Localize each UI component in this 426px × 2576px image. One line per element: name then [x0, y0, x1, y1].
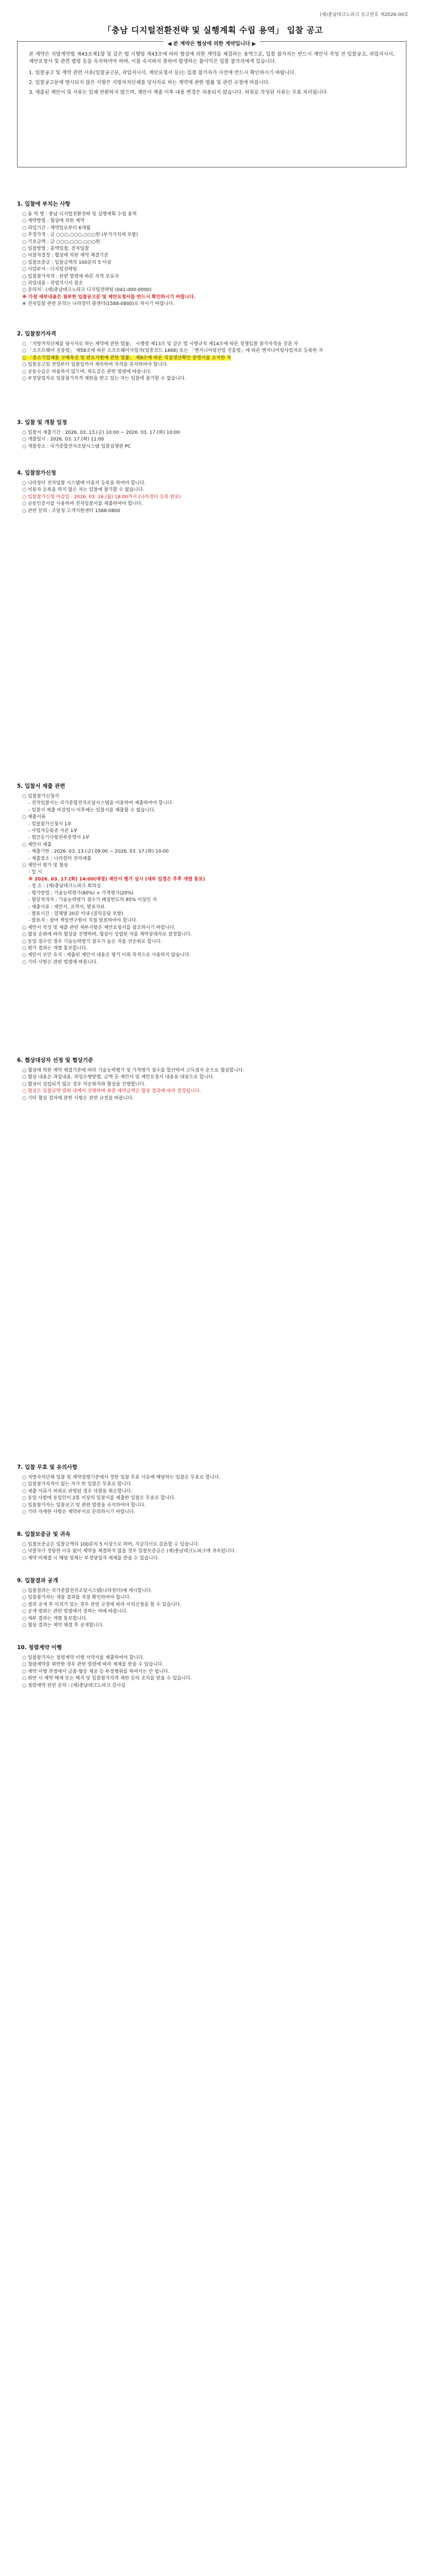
line: ○ 청렴계약 관련 문의 : (재)충남테크노파크 감사실: [22, 1683, 126, 1688]
line: - 법인등기사항전부증명서 1부: [28, 835, 90, 841]
red-line: ○ 협상은 입찰금액 범위 내에서 진행하며 최종 계약금액은 협상 결과에 따라 결정됩니다.: [22, 1089, 201, 1094]
line: ○ 낙찰자가 정당한 이유 없이 계약을 체결하지 않을 경우 입찰보증금은 (재)충남테크노파크에 귀속됩니다.: [22, 1549, 236, 1554]
section-heading: 10. 청렴계약 이행: [17, 1645, 62, 1651]
line: ○ 협상이 성립되지 않은 경우 차순위자와 협상을 진행합니다.: [22, 1081, 146, 1087]
line: ○ 「소프트웨어 진흥법」 제58조에 따른 소프트웨어사업자(업종코드 1468) 또는 「엔지니어링산업 진흥법」에 따른 엔지니어링사업자로 등록한 자: [22, 348, 323, 354]
section-heading: 7. 입찰 무효 및 유의사항: [17, 1464, 78, 1470]
section-4: [17, 469, 409, 515]
line: ○ 기초금액 : 금 ○○○,○○○,○○○원: [22, 239, 100, 245]
line: ○ 협상에 의한 계약 체결기준에 따라 기술능력평가 및 가격평가 점수를 합산하여 고득점자 순으로 협상합니다.: [22, 1068, 244, 1073]
section-9: [17, 1577, 409, 1629]
line: ○ 기타 협상 절차에 관한 사항은 관련 규정을 따릅니다.: [22, 1095, 134, 1101]
section-heading: 2. 입찰참가자격: [17, 331, 56, 337]
line: ○ 추정가격 : 금 ○○○,○○○,○○○원 (부가가치세 포함): [22, 232, 138, 238]
line: ○ 입찰참가자격이 없는 자가 한 입찰은 무효로 합니다.: [22, 1482, 133, 1487]
line: ○ 제안서 제출: [22, 842, 52, 848]
line: ○ 입찰참가자는 개찰 결과를 직접 확인하여야 합니다.: [22, 1595, 131, 1601]
section-heading: 3. 입찰 및 개찰 일정: [17, 419, 67, 426]
line: ○ 평가 결과는 개별 통보합니다.: [22, 945, 88, 951]
line: ○ 제안서 평가 및 협상: [22, 863, 68, 869]
notice-item: 2. 입찰공고문에 명시되지 않은 사항은 지방자치단체를 당사자로 하는 계약에 관한 법률 및 관련 규정에 따릅니다.: [29, 80, 270, 86]
line: ○ 협상 순위에 따라 협상을 진행하며, 협상이 성립된 자를 계약상대자로 결정합니다.: [22, 932, 192, 938]
line: ○ 제안서 보안 유지 : 제출된 제안서 내용은 평가 이외 목적으로 사용하지 않습니다.: [22, 953, 191, 958]
line: ○ 입찰방법 : 총액입찰, 전자입찰: [22, 246, 89, 252]
line: - 발표시간 : 업체별 20분 이내 (질의응답 포함): [28, 911, 123, 917]
line: ○ 공동수급은 허용하지 않으며, 하도급은 관련 법령에 따릅니다.: [22, 369, 152, 375]
line: ○ 계약 미체결 시 해당 업체는 부정당업자 제재를 받을 수 있습니다.: [22, 1555, 159, 1561]
red-line: ※ 2026. 03. 17.(화) 14:00(예정) 제안서 평가 실시 (세부 일정은 추후 개별 통보): [28, 876, 205, 882]
line: ○ 제출 서류가 허위로 판명된 경우 낙찰을 취소합니다.: [22, 1488, 133, 1494]
line: - 제출장소 : 나라장터 전자제출: [28, 856, 92, 861]
line: ○ 세부 결과는 개별 통보합니다.: [22, 1616, 88, 1621]
line: ○ 「지방자치단체를 당사자로 하는 계약에 관한 법률」 시행령 제13조 및 같은 법 시행규칙 제14조에 따른 경쟁입찰 참가자격을 갖춘 자: [22, 342, 298, 347]
line: ○ 관련 문의 : 조달청 고객지원센터 1588-0800: [22, 508, 121, 514]
line: ○ 입찰결과는 국가종합전자조달시스템(나라장터)에 게시합니다.: [22, 1588, 153, 1594]
page-title: 「충남 디지털전환전략 및 실행계획 수립 용역」 입찰 공고: [103, 25, 323, 35]
section-1: [17, 200, 409, 308]
section-8: [17, 1530, 409, 1562]
line: ○ 동일 점수인 경우 기술능력평가 점수가 높은 자를 선순위로 합니다.: [22, 939, 162, 944]
line: ○ 용 역 명 : 충남 디지털전환전략 및 실행계획 수립 용역: [22, 212, 137, 217]
line: - 입찰참가신청서 1부: [28, 821, 72, 827]
line: ○ 사업부서 : 디지털전략팀: [22, 267, 77, 273]
line: ○ 이용자 등록을 하지 않은 자는 입찰에 참가할 수 없습니다.: [22, 487, 144, 493]
section-heading: 6. 협상대상자 선정 및 협상기준: [17, 1057, 93, 1063]
document-number: (재)충남테크노파크 공고번호 제2026-00호: [319, 12, 408, 18]
line: - 일 시: [28, 870, 42, 875]
red-line: ○ 입찰참가신청 마감일 : 2026. 03. 16.(월) 18:00까지 (나라장터 등록 완료): [22, 494, 181, 500]
line: - 평가방법 : 기술능력평가(80%) + 가격평가(20%): [28, 890, 134, 896]
line: ○ 낙찰자결정 : 협상에 의한 계약 체결기준: [22, 253, 109, 259]
line: ○ 입찰보증금 : 입찰금액의 100분의 5 이상: [22, 260, 111, 265]
notice-item: 3. 제출된 제안서 및 서류는 일체 반환하지 않으며, 제안서 제출 이후 내용 변경은 허용되지 않습니다. 허위로 작성된 서류는 무효 처리됩니다.: [29, 90, 329, 95]
line: ○ 과업내용 : 과업지시서 참조: [22, 281, 83, 286]
section-2: [17, 330, 409, 382]
line: ○ 제안서 작성 및 제출 관련 세부사항은 제안요청서를 참조하시기 바랍니다.: [22, 925, 176, 930]
line: ○ 입찰공고일 전일부터 입찰일까지 계속하여 자격을 유지하여야 합니다.: [22, 362, 168, 368]
line: ○ 계약방법 : 협상에 의한 계약: [22, 218, 85, 224]
section-7: [17, 1463, 409, 1516]
section-heading: 8. 입찰보증금 및 귀속: [17, 1531, 71, 1537]
line: ○ 입찰보증금은 입찰금액의 100분의 5 이상으로 하며, 지급각서로 갈음할 수 있습니다.: [22, 1542, 200, 1547]
line: ○ 제출서류: [22, 815, 46, 820]
notice-heading: ◀ 본 계약은 협상에 의한 계약입니다 ▶: [163, 41, 260, 47]
notice-box: [17, 41, 406, 167]
line: ○ 개찰일시 : 2026. 03. 17.(화) 11:00: [22, 437, 104, 443]
section-heading: 5. 입찰서 제출 관련: [17, 783, 65, 789]
line: ○ 공개 범위는 관련 법령에서 정하는 바에 따릅니다.: [22, 1609, 128, 1615]
line: ○ 과업기간 : 계약일로부터 6개월: [22, 225, 91, 231]
line: - 협상적격자 : 기술능력평가 점수가 배점한도의 85% 이상인 자: [28, 897, 157, 903]
line: ○ 기타 자세한 사항은 계약부서로 문의하시기 바랍니다.: [22, 1510, 136, 1515]
section-heading: 9. 입찰결과 공개: [17, 1578, 58, 1584]
line: ○ 청렴계약을 위반한 경우 관련 법령에 따라 제재를 받을 수 있습니다.: [22, 1662, 164, 1668]
section-6: [17, 1056, 409, 1102]
line: - 장 소 : (재)충남테크노파크 회의실: [28, 884, 101, 889]
line: - 입찰서 제출 마감일시 이후에는 입찰서를 제출할 수 없습니다.: [28, 807, 156, 813]
section-heading: 1. 입찰에 부치는 사항: [17, 201, 71, 207]
line: ○ 나라장터 전자입찰 시스템에 이용자 등록을 하여야 합니다.: [22, 481, 146, 486]
notice-heading-wrap: [18, 38, 406, 47]
line: ○ 입찰참가신청서: [22, 794, 59, 799]
notice-paragraph: 본 계약은 지방계약법 제43조제1항 및 같은 법 시행령 제43조에 따라 협상에 의한 계약을 체결하는 용역으로, 입찰 참가자는 반드시 제안서 작성 전 입찰공고, 과업지시서, 제안요청서 및 관련 법령 등을 숙지하여야 하며, 이를 숙지하지 못하여 발생하는 불이익은 입찰 참가자에게 있습니다.: [29, 52, 395, 64]
section-10: [17, 1643, 409, 1689]
line: - 사업자등록증 사본 1부: [28, 828, 78, 834]
line: ○ 지방자치단체 입찰 및 계약집행기준에서 정한 입찰 무효 사유에 해당하는 입찰은 무효로 합니다.: [22, 1475, 221, 1480]
line: ○ 동일 사항에 동일인이 2통 이상의 입찰서를 제출한 입찰은 무효로 합니다.: [22, 1496, 176, 1501]
line: ○ 부정당업자로 입찰참가자격 제한을 받고 있는 자는 입찰에 참가할 수 없습니다.: [22, 376, 186, 382]
line: - 제출서류 : 제안서, 요약서, 발표자료: [28, 904, 105, 910]
section-3: [17, 418, 409, 450]
line: ○ 입찰서 제출기간 : 2026. 03. 13.(금) 10:00 ~ 2026. 03. 17.(화) 10:00: [22, 430, 180, 435]
line: ○ 문의처 : (재)충남테크노파크 디지털전략팀 (041-000-0000): [22, 287, 152, 293]
line: ○ 공동인증서를 사용하여 전자입찰서를 제출하여야 합니다.: [22, 501, 143, 507]
line: ○ 협상 결과는 계약 체결 후 공개합니다.: [22, 1623, 104, 1629]
line: ○ 입찰참가자격 : 관련 법령에 따른 자격 보유자: [22, 274, 119, 279]
line: ○ 개찰장소 : 국가종합전자조달시스템 입찰집행관 PC: [22, 444, 131, 449]
section-5: [17, 782, 409, 966]
red-note: ※ 가점 세부내용은 첨부한 입찰공고문 및 제안요청서를 반드시 확인하시기 바랍니다.: [22, 294, 195, 300]
line: - 전자입찰서는 국가종합전자조달시스템을 이용하여 제출하여야 합니다.: [28, 801, 174, 806]
highlighted-line: ○ 「중소기업제품 구매촉진 및 판로지원에 관한 법률」 제9조에 따른 직접생산확인 증명서를 소지한 자: [22, 355, 231, 361]
notice-item: 1. 입찰공고 및 계약 관련 서류(입찰공고문, 과업지시서, 제안요청서 등)는 입찰 참가자가 사전에 반드시 확인하시기 바랍니다.: [29, 70, 296, 76]
line: - 발표자 : 참여 책임연구원이 직접 발표하여야 합니다.: [28, 918, 138, 924]
line: ※ 전자입찰 관련 문의는 나라장터 콜센터(1588-0800)로 하시기 바랍니다.: [22, 301, 175, 307]
line: ○ 계약 이행 과정에서 금품·향응 제공 등 부정행위를 하여서는 안 됩니다.: [22, 1669, 170, 1674]
line: - 제출기한 : 2026. 03. 13.(금) 09:00 ~ 2026. 03. 17.(화) 10:00: [28, 849, 169, 855]
section-heading: 4. 입찰참가신청: [17, 470, 56, 476]
line: ○ 협상 내용은 과업내용, 과업수행방법, 금액 등 제안서 및 제안요청서 내용을 대상으로 합니다.: [22, 1075, 215, 1080]
line: ○ 입찰참가자는 청렴계약 이행 서약서를 제출하여야 합니다.: [22, 1655, 144, 1660]
line: ○ 위반 시 계약 해제 또는 해지 및 입찰참가자격 제한 등의 조치를 받을 수 있습니다.: [22, 1676, 192, 1682]
line: ○ 입찰참가자는 입찰공고 및 관련 법령을 숙지하여야 합니다.: [22, 1502, 146, 1508]
line: ○ 기타 사항은 관련 법령에 따릅니다.: [22, 959, 98, 965]
line: ○ 결과 공개 후 이의가 있는 경우 관련 규정에 따라 이의신청을 할 수 있습니다.: [22, 1602, 182, 1607]
